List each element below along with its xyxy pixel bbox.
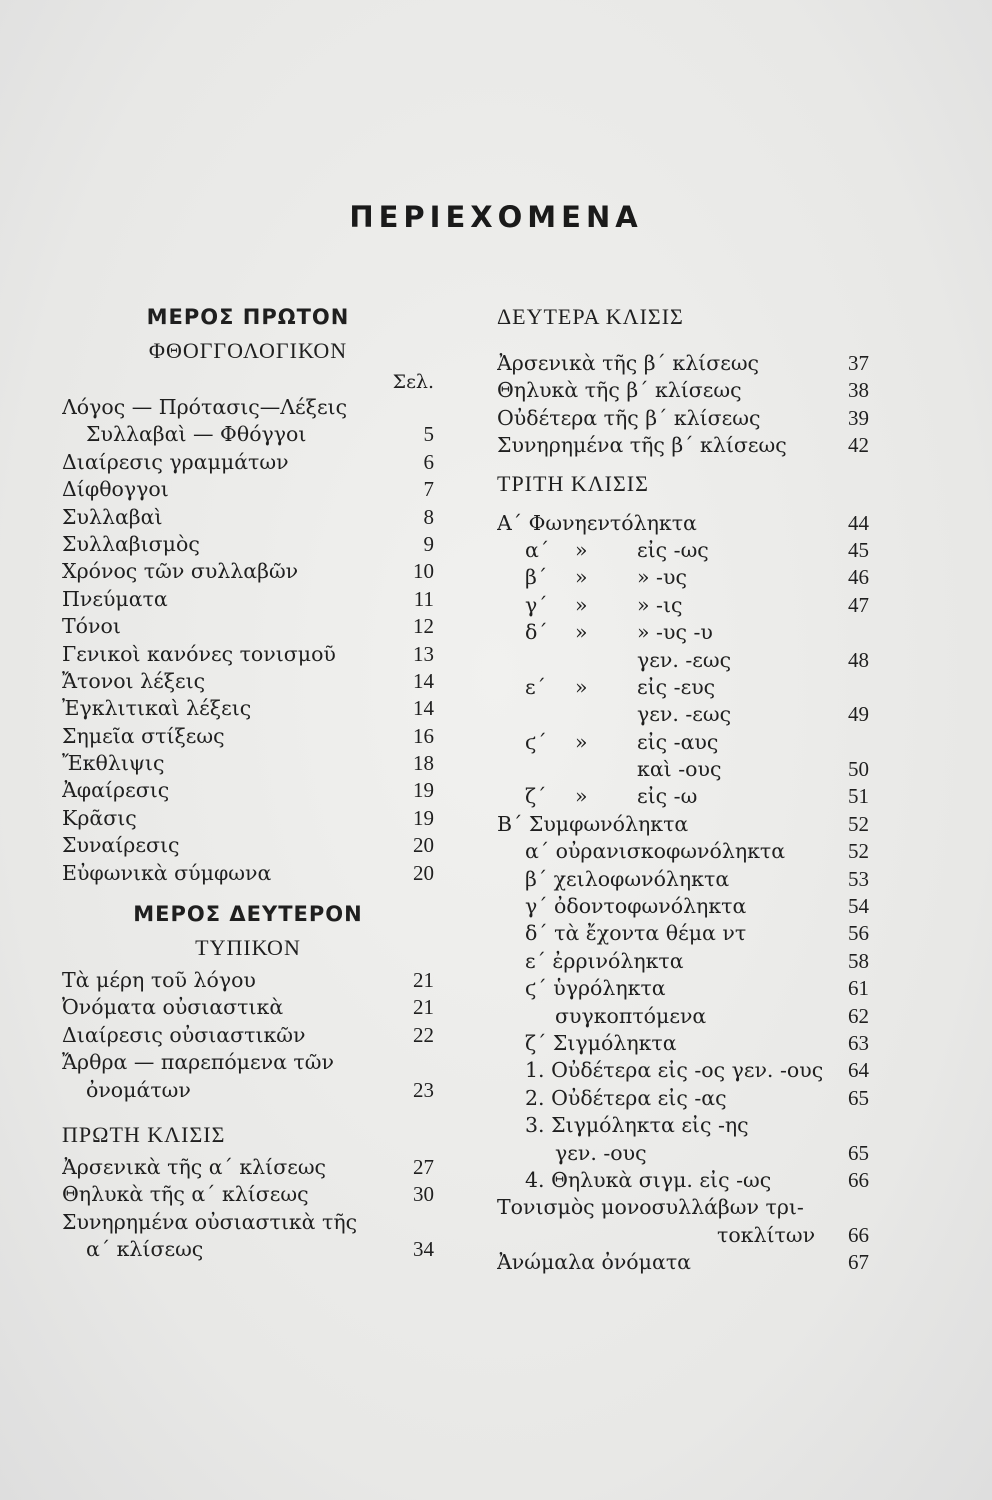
toc-entry-page: 48 [848, 647, 869, 672]
toc-entry [62, 860, 434, 887]
toc-entry [497, 1085, 869, 1112]
page-column-header: Σελ. [392, 371, 434, 393]
section-title-third-declension: ΤΡΙΤΗ ΚΛΙΣΙΣ [497, 470, 649, 496]
toc-entry-page: 52 [848, 839, 869, 864]
toc-entry [497, 1222, 869, 1249]
toc-entry-text: Ἀρσενικὰ τῆς β΄ κλίσεως [497, 351, 760, 375]
left-column [62, 302, 434, 1264]
toc-entry-text: 2. Οὐδέτερα εἰς -ας [525, 1085, 727, 1110]
toc-entry-page: 53 [848, 866, 869, 891]
toc-subentry-ditto: » [575, 565, 588, 590]
toc-entry [497, 350, 869, 377]
toc-subentry-ditto [575, 756, 637, 783]
toc-entry [62, 994, 434, 1021]
toc-entry-text: Ἐγκλιτικαὶ λέξεις [62, 696, 252, 721]
toc-list-morphology [62, 967, 434, 1104]
toc-entry-text: Ἄτονοι λέξεις [62, 668, 206, 693]
toc-list-other [497, 1194, 869, 1276]
toc-entry-page: 7 [423, 477, 434, 502]
toc-entry-text: Εὐφωνικὰ σύμφωνα [62, 860, 272, 885]
toc-entry-page: 5 [423, 422, 434, 447]
toc-entry-text: β΄ χειλοφωνόληκτα [525, 866, 730, 891]
toc-entry-page: 61 [848, 976, 869, 1001]
toc-subentry-label [525, 647, 575, 674]
toc-subentry-label: β΄ [525, 565, 548, 590]
toc-entry-text: Ἔκθλιψις [62, 751, 165, 776]
toc-entry-text: Συλλαβαὶ — Φθόγγοι [86, 422, 307, 447]
toc-entry-text: Συλλαβαὶ [62, 504, 163, 529]
toc-subentry [497, 756, 869, 783]
toc-entry-page: 20 [413, 860, 434, 885]
toc-entry-page: 18 [413, 751, 434, 776]
part-title-1: ΜΕΡΟΣ ΠΡΩΤΟΝ [146, 305, 350, 329]
toc-entry [62, 750, 434, 777]
toc-entry [497, 920, 869, 947]
toc-subentry-ending: γεν. -εως [637, 702, 732, 727]
toc-list-consonant-stems [497, 838, 869, 1194]
toc-entry-page: 16 [413, 723, 434, 748]
toc-entry-text: Λόγος — Πρότασις—Λέξεις [62, 395, 348, 419]
toc-entry [497, 1057, 869, 1084]
toc-subentry-ending: καὶ -ους [637, 757, 722, 782]
toc-entry-text: γεν. -ους [555, 1140, 647, 1165]
toc-subentry-ending: εἰς -ως [637, 537, 709, 562]
toc-entry-page: 65 [848, 1140, 869, 1165]
toc-entry-text: Ὀνόματα οὐσιαστικὰ [62, 995, 284, 1020]
toc-entry [497, 948, 869, 975]
toc-subentry-ending: » -υς [637, 565, 687, 590]
toc-subentry-ditto [575, 647, 637, 674]
toc-entry [62, 723, 434, 750]
toc-subentry-ending: γεν. -εως [637, 647, 732, 672]
toc-entry-page: 44 [848, 510, 869, 535]
toc-entry [62, 967, 434, 994]
toc-entry [497, 893, 869, 920]
toc-entry-page [829, 674, 869, 701]
toc-entry-page: 58 [848, 948, 869, 973]
toc-entry-page: 67 [848, 1250, 869, 1275]
toc-subentry [497, 674, 869, 701]
toc-entry-text: Ἀνώμαλα ὀνόματα [497, 1250, 691, 1275]
toc-entry [62, 1022, 434, 1049]
toc-entry-page: 42 [848, 433, 869, 458]
toc-entry-page: 19 [413, 778, 434, 803]
toc-entry-text: Συλλαβισμὸς [62, 531, 200, 556]
toc-entry [62, 558, 434, 585]
part-title-2: ΜΕΡΟΣ ΔΕΥΤΕΡΟΝ [133, 902, 363, 927]
toc-subentry-label: γ΄ [525, 592, 548, 617]
toc-entry-text: Συναίρεσις [62, 833, 180, 858]
toc-entry-text: α΄ κλίσεως [86, 1237, 204, 1262]
toc-entry-text: γ΄ ὀδοντοφωνόληκτα [525, 894, 747, 919]
toc-entry-text: ϛ΄ ὑγρόληκτα [525, 976, 666, 1001]
toc-subentry-label: α΄ [525, 537, 550, 562]
toc-subentry-ditto: » [575, 729, 588, 754]
toc-subentry-ending: » -ις [637, 592, 683, 617]
toc-entry-text: Τονισμὸς μονοσυλλάβων τρι- [497, 1195, 804, 1220]
toc-entry-page: 11 [413, 586, 434, 611]
toc-entry [497, 377, 869, 404]
toc-entry-page: 9 [423, 531, 434, 556]
toc-entry-page: 13 [413, 641, 434, 666]
toc-entry [62, 504, 434, 531]
toc-entry [62, 613, 434, 640]
toc-entry-text: Α΄ Φωνηεντόληκτα [497, 510, 697, 535]
toc-entry-text: Γενικοὶ κανόνες τονισμοῦ [62, 641, 336, 666]
toc-entry-text: δ΄ τὰ ἔχοντα θέμα ντ [525, 921, 747, 946]
toc-entry [497, 510, 869, 537]
toc-subentry-ditto: » [575, 620, 588, 645]
section-title-typikon: ΤΥΠΙΚΟΝ [195, 935, 301, 961]
toc-entry-text: Ἄρθρα — παρεπόμενα τῶν [62, 1050, 334, 1075]
toc-subentry [497, 537, 869, 564]
toc-subentry-ending: εἰς -ω [637, 784, 698, 809]
page-title: ΠΕΡΙΕΧΟΜΕΝΑ [349, 200, 643, 234]
toc-subentry-label: ζ΄ [525, 784, 547, 809]
toc-subentry [497, 701, 869, 728]
toc-entry-page: 6 [423, 449, 434, 474]
toc-entry-page: 10 [413, 559, 434, 584]
toc-entry-page: 38 [848, 378, 869, 403]
toc-entry-page: 12 [413, 614, 434, 639]
toc-entry [62, 805, 434, 832]
toc-subentry-ending: εἰς -ευς [637, 674, 716, 699]
toc-entry [62, 586, 434, 613]
section-title-first-declension: ΠΡΩΤΗ ΚΛΙΣΙΣ [62, 1121, 226, 1147]
toc-entry [62, 394, 434, 421]
toc-entry-page: 63 [848, 1030, 869, 1055]
toc-entry-page: 23 [413, 1077, 434, 1102]
toc-entry [62, 695, 434, 722]
toc-entry-text: 4. Θηλυκὰ σιγμ. εἰς -ως [525, 1167, 772, 1192]
toc-entry [497, 1030, 869, 1057]
toc-entry-text: Β΄ Συμφωνόληκτα [497, 811, 689, 836]
toc-entry-text: ζ΄ Σιγμόληκτα [525, 1030, 677, 1055]
toc-entry-page: 66 [848, 1222, 869, 1247]
toc-entry [62, 1181, 434, 1208]
toc-entry-text: 3. Σιγμόληκτα εἰς -ης [525, 1113, 749, 1138]
toc-entry-text: Θηλυκὰ τῆς α΄ κλίσεως [62, 1182, 309, 1207]
toc-subentry [497, 783, 869, 810]
toc-entry-text: Κρᾶσις [62, 805, 137, 830]
toc-entry-text: Πνεύματα [62, 586, 168, 611]
toc-subentry-ending: εἰς -αυς [637, 729, 719, 754]
toc-subentry-label [525, 756, 575, 783]
toc-entry-page: 20 [413, 833, 434, 858]
toc-entry-text: Σημεῖα στίξεως [62, 723, 225, 748]
toc-entry-page: 22 [413, 1022, 434, 1047]
toc-entry [62, 476, 434, 503]
toc-entry-text: συγκοπτόμενα [555, 1003, 707, 1028]
toc-entry-text: Δίφθογγοι [62, 477, 169, 502]
toc-entry [497, 1249, 869, 1276]
toc-entry-page: 66 [848, 1167, 869, 1192]
toc-entry [62, 641, 434, 668]
toc-entry-text: Ἀρσενικὰ τῆς α΄ κλίσεως [62, 1154, 327, 1179]
toc-entry-page: 56 [848, 921, 869, 946]
section-title-phthongologikon: ΦΘΟΓΓΟΛΟΓΙΚΟΝ [148, 338, 348, 363]
toc-entry [497, 1003, 869, 1030]
toc-entry [497, 838, 869, 865]
toc-entry [497, 975, 869, 1002]
toc-entry [497, 1112, 869, 1139]
toc-entry-page: 8 [423, 504, 434, 529]
toc-subentry-ditto: » [575, 537, 588, 562]
toc-subentry-ditto: » [575, 674, 588, 699]
toc-subentry-label: δ΄ [525, 620, 548, 645]
toc-entry-page: 47 [848, 592, 869, 617]
toc-entry-text: Οὐδέτερα τῆς β΄ κλίσεως [497, 405, 761, 430]
toc-entry [62, 449, 434, 476]
toc-entry-page: 19 [413, 805, 434, 830]
toc-entry-page: 14 [413, 696, 434, 721]
toc-entry-page: 37 [848, 351, 869, 375]
toc-entry [62, 531, 434, 558]
toc-entry-text: ε΄ ἐρρινόληκτα [525, 948, 684, 973]
toc-entry-page [829, 729, 869, 756]
toc-subentry-label: ϛ΄ [525, 729, 547, 754]
toc-list-vowel-stems [497, 537, 869, 811]
toc-entry-text: ὀνομάτων [86, 1077, 191, 1102]
toc-entry-page: 54 [848, 894, 869, 919]
toc-subentry [497, 564, 869, 591]
toc-entry [62, 777, 434, 804]
toc-entry-page: 62 [848, 1003, 869, 1028]
toc-entry [62, 1209, 434, 1236]
toc-entry [62, 668, 434, 695]
toc-entry-page: 27 [413, 1154, 434, 1179]
toc-subentry-ditto [575, 701, 637, 728]
toc-entry [497, 1167, 869, 1194]
toc-entry [497, 866, 869, 893]
toc-entry [62, 1049, 434, 1076]
toc-entry-text: Διαίρεσις οὐσιαστικῶν [62, 1022, 306, 1047]
toc-subentry-label: ε΄ [525, 674, 546, 699]
toc-entry [62, 421, 434, 448]
toc-entry-page: 50 [848, 757, 869, 782]
toc-entry-page: 52 [848, 811, 869, 836]
toc-entry [497, 1140, 869, 1167]
toc-entry-text: Διαίρεσις γραμμάτων [62, 449, 289, 474]
toc-entry-page: 21 [413, 968, 434, 993]
right-column [497, 302, 869, 1277]
toc-entry [62, 832, 434, 859]
toc-entry [497, 1194, 869, 1221]
toc-entry [62, 1077, 434, 1104]
toc-entry-page: 49 [848, 702, 869, 727]
toc-subentry-label [525, 701, 575, 728]
toc-list-phonology [62, 394, 434, 887]
section-title-second-declension: ΔΕΥΤΕΡΑ ΚΛΙΣΙΣ [497, 304, 684, 329]
toc-entry-text: 1. Οὐδέτερα εἰς -ος γεν. -ους [525, 1058, 824, 1083]
toc-list-first-declension [62, 1154, 434, 1264]
toc-subentry [497, 619, 869, 646]
toc-entry-text: α΄ οὐρανισκοφωνόληκτα [525, 839, 786, 864]
toc-entry [62, 1236, 434, 1263]
toc-entry-page: 39 [848, 405, 869, 430]
toc-entry-page: 34 [413, 1237, 434, 1262]
toc-entry-text: τοκλίτων [717, 1222, 816, 1247]
toc-entry [497, 811, 869, 838]
toc-subentry-ditto: » [575, 784, 588, 809]
toc-subentry [497, 729, 869, 756]
toc-entry-page: 21 [413, 995, 434, 1020]
toc-entry-text: Συνηρημένα οὐσιαστικὰ τῆς [62, 1209, 358, 1234]
toc-entry-page: 45 [848, 537, 869, 562]
toc-entry-text: Ἀφαίρεσις [62, 778, 170, 803]
toc-entry-page: 30 [413, 1182, 434, 1207]
toc-entry [497, 405, 869, 432]
toc-entry [62, 1154, 434, 1181]
toc-entry-page: 64 [848, 1058, 869, 1083]
toc-entry-page: 65 [848, 1085, 869, 1110]
toc-subentry [497, 647, 869, 674]
toc-subentry-ending: » -υς -υ [637, 620, 713, 645]
toc-entry-text: Τὰ μέρη τοῦ λόγου [62, 968, 256, 993]
toc-subentry [497, 592, 869, 619]
toc-entry-text: Χρόνος τῶν συλλαβῶν [62, 559, 299, 584]
toc-subentry-ditto: » [575, 592, 588, 617]
toc-entry-text: Τόνοι [62, 614, 121, 639]
toc-entry [497, 432, 869, 459]
toc-entry-page: 14 [413, 668, 434, 693]
toc-entry-page: 46 [848, 565, 869, 590]
toc-entry-text: Συνηρημένα τῆς β΄ κλίσεως [497, 433, 787, 458]
toc-entry-text: Θηλυκὰ τῆς β΄ κλίσεως [497, 378, 742, 403]
toc-entry-page: 51 [848, 784, 869, 809]
toc-entry-page [829, 619, 869, 646]
toc-list-second-declension [497, 350, 869, 460]
